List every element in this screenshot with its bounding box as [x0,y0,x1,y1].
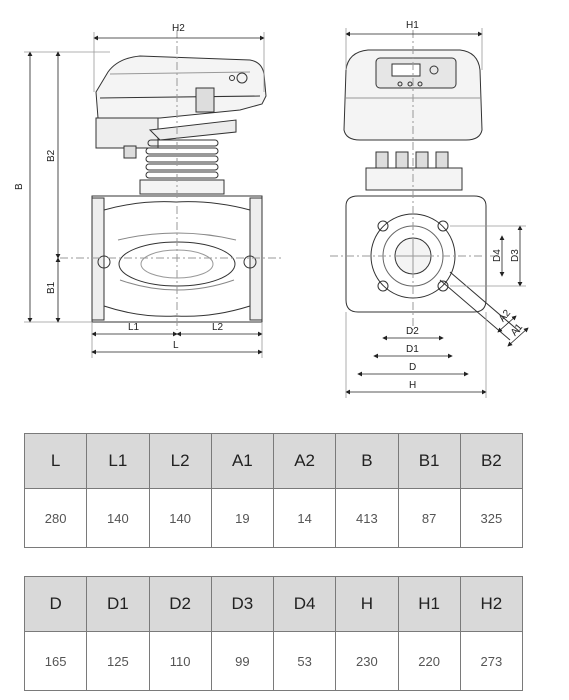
header-cell: D3 [211,577,273,632]
value-cell: 220 [398,632,460,691]
label-B: B [14,183,25,190]
header-cell: L [25,434,87,489]
label-D1: D1 [406,344,419,355]
label-B1: B1 [46,281,57,294]
header-cell: A1 [211,434,273,489]
header-cell: A2 [274,434,336,489]
header-cell: B [336,434,398,489]
value-cell: 19 [211,489,273,548]
label-L2: L2 [212,322,224,333]
header-cell: H1 [398,577,460,632]
header-cell: D4 [274,577,336,632]
header-cell: H [336,577,398,632]
value-cell: 53 [274,632,336,691]
value-cell: 325 [460,489,522,548]
label-H: H [409,380,417,391]
label-H1: H1 [406,20,419,31]
dimensions-table-1 [24,433,523,548]
value-cell: 110 [149,632,211,691]
side-flange [346,196,520,340]
value-cell: 87 [398,489,460,548]
table-row [25,632,523,691]
label-L1: L1 [128,322,140,333]
side-view [330,30,520,340]
label-H2: H2 [172,23,185,34]
value-cell: 273 [460,632,522,691]
table-header-row [25,434,523,489]
front-motor-head [96,56,266,158]
value-cell: 165 [25,632,87,691]
label-D4: D4 [492,249,503,262]
header-cell: D2 [149,577,211,632]
value-cell: 140 [149,489,211,548]
label-A1: A1 [508,321,526,339]
label-D: D [409,362,417,373]
value-cell: 140 [87,489,149,548]
value-cell: 125 [87,632,149,691]
header-cell: D1 [87,577,149,632]
header-cell: B2 [460,434,522,489]
header-cell: B1 [398,434,460,489]
value-cell: 413 [336,489,398,548]
header-cell: L2 [149,434,211,489]
label-D3: D3 [510,249,521,262]
value-cell: 230 [336,632,398,691]
label-D2: D2 [406,326,419,337]
table-row [25,489,523,548]
table-header-row [25,577,523,632]
label-B2: B2 [46,149,57,162]
header-cell: D [25,577,87,632]
header-cell: H2 [460,577,522,632]
dimensions-table-2 [24,576,523,691]
label-L: L [173,340,179,351]
value-cell: 14 [274,489,336,548]
front-view [60,30,282,330]
value-cell: 99 [211,632,273,691]
side-cable-glands [366,152,462,190]
front-cooling-fins [140,140,224,194]
header-cell: L1 [87,434,149,489]
label-A2: A2 [496,307,514,325]
value-cell: 280 [25,489,87,548]
